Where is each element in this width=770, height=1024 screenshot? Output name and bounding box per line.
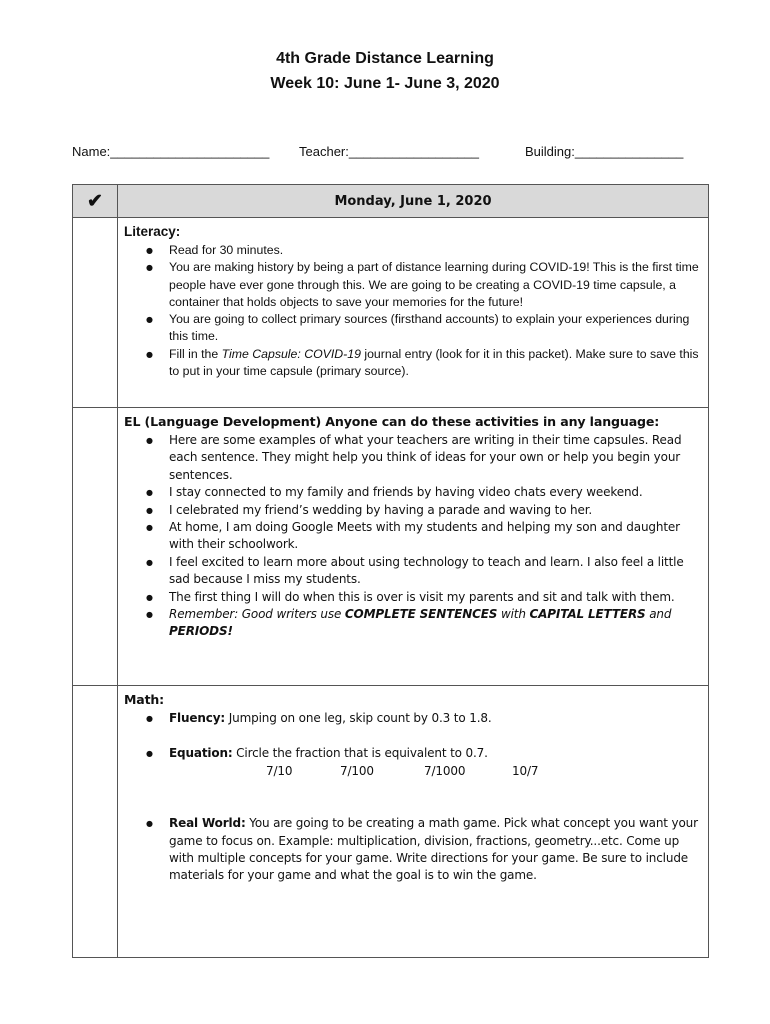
teacher-field[interactable]: Teacher:__________________: [299, 144, 480, 159]
math-check-cell[interactable]: [73, 686, 118, 958]
list-item: ● Read for 30 minutes.: [124, 242, 702, 259]
literacy-check-cell[interactable]: [73, 218, 118, 408]
building-field[interactable]: Building:_______________: [525, 144, 684, 159]
literacy-row: [73, 218, 709, 408]
literacy-cell: [118, 218, 709, 408]
list-item: ● I stay connected to my family and friends by having video chats every weekend.: [124, 484, 702, 501]
literacy-title: Literacy:: [124, 224, 181, 239]
el-title: EL (Language Development) Anyone can do these activities in any language:: [124, 414, 660, 429]
name-field[interactable]: Name:______________________: [72, 144, 270, 159]
list-item: ● Equation: Circle the fraction that is equivalent to 0.7.: [124, 745, 702, 762]
list-item: ● Remember: Good writers use COMPLETE SENTENCES with CAPITAL LETTERS and PERIODS!: [124, 606, 702, 641]
page-subtitle: Week 10: June 1- June 3, 2020: [270, 75, 500, 92]
math-title: Math:: [124, 692, 164, 707]
fraction-choice[interactable]: 10/7: [512, 763, 539, 778]
el-row: [73, 408, 709, 686]
list-item: ● You are going to collect primary sources (firsthand accounts) to explain your experiences during this time.: [124, 311, 702, 346]
checkmark-icon: ✔: [73, 185, 118, 218]
list-item: ● At home, I am doing Google Meets with my students and helping my son and daughter with their schoolwork.: [124, 519, 702, 554]
list-item: ● Real World: You are going to be creating a math game. Pick what concept you want your game to focus on. Example: multiplication, division, fractions, geometry...etc. Come up with multiple concepts for your game. Write directions for your game. Be sure to include materials for your game and what the goal is to win the game.: [124, 815, 702, 885]
day-header: Monday, June 1, 2020: [118, 185, 709, 218]
journal-title: Time Capsule: COVID-19: [221, 346, 361, 361]
list-item: ● Fill in the Time Capsule: COVID-19 journal entry (look for it in this packet). Make sure to save this to put in your time capsule (primary source).: [124, 346, 702, 381]
fraction-choices: [124, 763, 702, 780]
fraction-choice[interactable]: 7/10: [266, 763, 293, 778]
list-item: ● Fluency: Jumping on one leg, skip count by 0.3 to 1.8.: [124, 710, 702, 727]
el-cell: [118, 408, 709, 686]
fraction-choice[interactable]: 7/1000: [424, 763, 466, 778]
list-item: ● The first thing I will do when this is over is visit my parents and sit and talk with them.: [124, 589, 702, 606]
math-row: [73, 686, 709, 958]
page-title: 4th Grade Distance Learning: [276, 50, 494, 67]
literacy-list: [124, 242, 702, 380]
list-item: ● I celebrated my friend’s wedding by having a parade and waving to her.: [124, 502, 702, 519]
list-item: ● I feel excited to learn more about using technology to teach and learn. I also feel a little sad because I miss my students.: [124, 554, 702, 589]
lesson-plan-table: [72, 184, 709, 958]
list-item: ● You are making history by being a part of distance learning during COVID-19! This is the first time people have ever gone through this. We are going to be creating a COVID-19 time capsule, a container that holds objects to save your memories for the future!: [124, 259, 702, 311]
list-item: ● Here are some examples of what your teachers are writing in their time capsules. Read each sentence. They might help you think of ideas for your own or help you begin your sentences.: [124, 432, 702, 484]
el-list: [124, 432, 702, 641]
el-check-cell[interactable]: [73, 408, 118, 686]
table-header-row: [73, 185, 709, 218]
math-cell: [118, 686, 709, 958]
fraction-choice[interactable]: 7/100: [340, 763, 374, 778]
math-list: [124, 710, 702, 727]
student-info-fields: [72, 144, 712, 162]
